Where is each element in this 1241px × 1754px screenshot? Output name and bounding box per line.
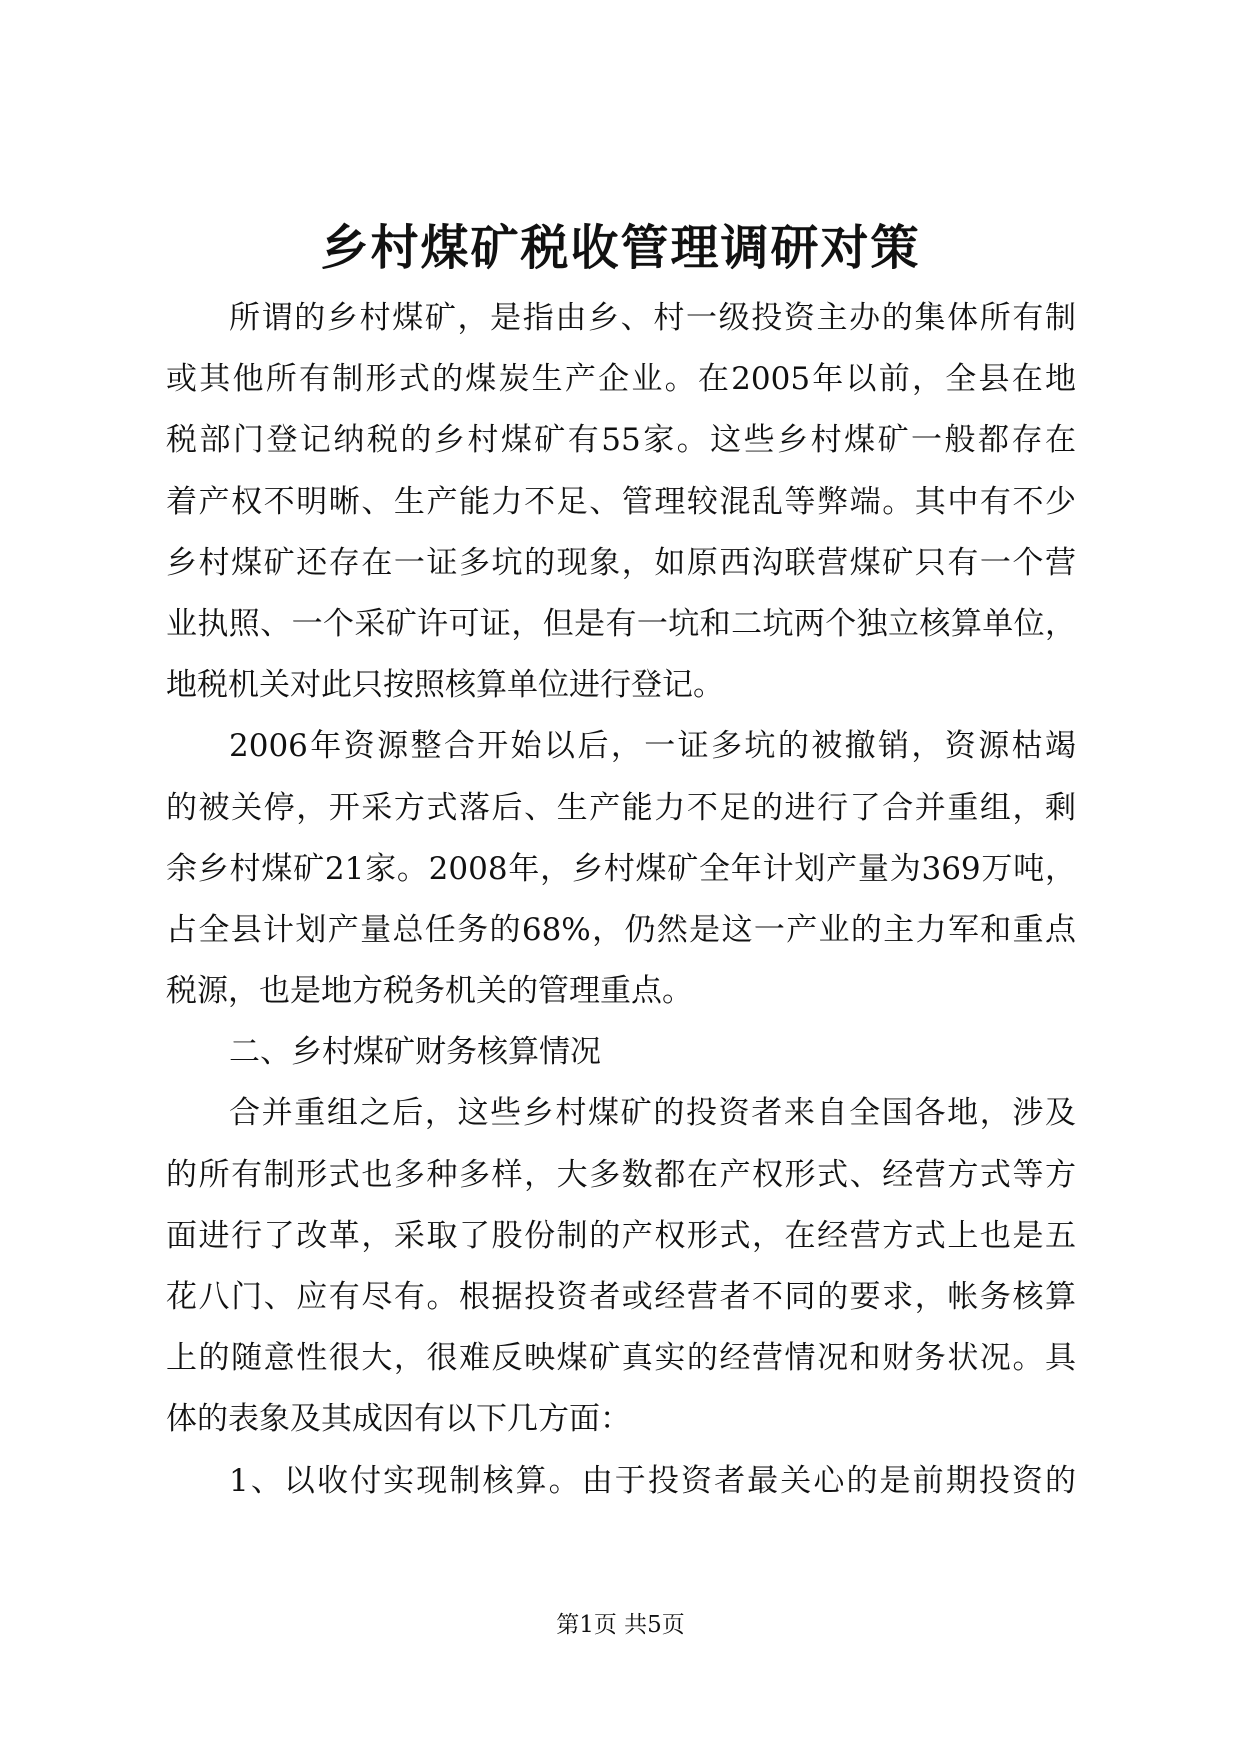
document-title: 乡村煤矿税收管理调研对策 [320,220,921,276]
text-line: 的被关停，开采方式落后、生产能力不足的进行了合并重组，剩 [166,789,1076,826]
text-line: 1、以收付实现制核算。由于投资者最关心的是前期投资的 [229,1462,1076,1499]
text-line: 着产权不明晰、生产能力不足、管理较混乱等弊端。其中有不少 [166,483,1076,520]
text-line: 余乡村煤矿21家。2008年，乡村煤矿全年计划产量为369万吨， [166,850,1076,887]
text-line: 占全县计划产量总任务的68%，仍然是这一产业的主力军和重点 [166,911,1076,948]
text-line: 体的表象及其成因有以下几方面： [166,1401,631,1438]
text-line: 业执照、一个采矿许可证，但是有一坑和二坑两个独立核算单位， [166,605,1076,642]
text-line: 乡村煤矿还存在一证多坑的现象，如原西沟联营煤矿只有一个营 [166,544,1076,581]
text-line: 所谓的乡村煤矿，是指由乡、村一级投资主办的集体所有制 [229,300,1076,336]
paragraph [166,1451,1076,1512]
text-line: 合并重组之后，这些乡村煤矿的投资者来自全国各地，涉及 [229,1095,1076,1132]
text-line: 面进行了改革，采取了股份制的产权形式，在经营方式上也是五 [166,1217,1076,1254]
paragraph [166,1083,1076,1450]
paragraph [166,288,1076,716]
text-line: 2006年资源整合开始以后，一证多坑的被撤销，资源枯竭 [229,728,1076,765]
section-heading-text: 二、乡村煤矿财务核算情况 [229,1034,601,1071]
page-number-footer: 第1页 共5页 [556,1612,685,1638]
text-line: 花八门、应有尽有。根据投资者或经营者不同的要求，帐务核算 [166,1279,1076,1315]
text-line: 的所有制形式也多种多样，大多数都在产权形式、经营方式等方 [166,1156,1076,1193]
text-line: 或其他所有制形式的煤炭生产企业。在2005年以前，全县在地 [166,361,1076,398]
document-body [166,288,1076,1512]
section-heading [166,1022,1076,1083]
text-line: 地税机关对此只按照核算单位进行登记。 [166,667,724,704]
text-line: 上的随意性很大，很难反映煤矿真实的经营情况和财务状况。具 [166,1340,1076,1377]
text-line: 税部门登记纳税的乡村煤矿有55家。这些乡村煤矿一般都存在 [166,422,1076,459]
paragraph [166,716,1076,1022]
text-line: 税源，也是地方税务机关的管理重点。 [166,973,693,1010]
